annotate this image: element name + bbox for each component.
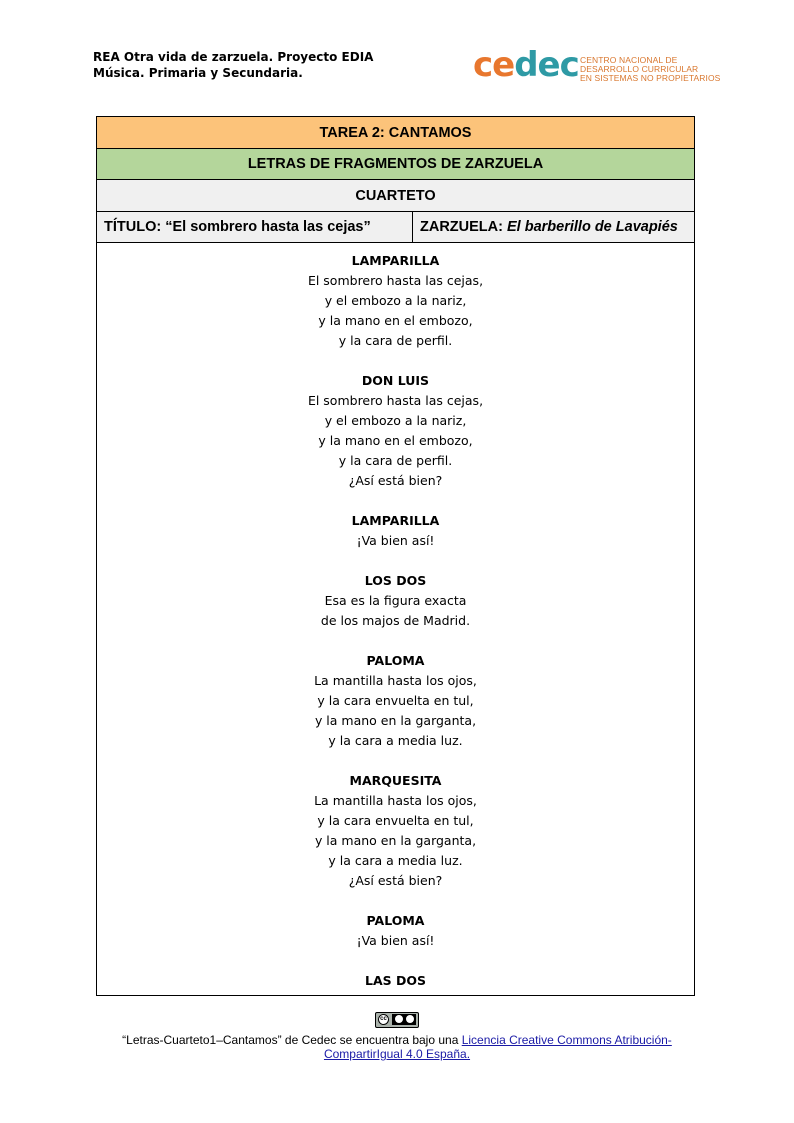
zarzuela-label: ZARZUELA: [420, 219, 503, 235]
lyrics-stanza [97, 911, 694, 951]
lyrics-stanza [97, 371, 694, 491]
title-cell [97, 212, 413, 243]
stanza-line: ¡Va bien así! [356, 533, 435, 548]
stanza-line: La mantilla hasta los ojos, [314, 673, 477, 688]
lyrics-stanza [97, 251, 694, 351]
stanza-speaker: LOS DOS [364, 573, 427, 588]
stanza-line: y la cara de perfil. [338, 333, 453, 348]
license-link-part-1[interactable]: Licencia Creative Commons Atribución- [461, 1033, 672, 1047]
stanza-line: de los majos de Madrid. [320, 613, 471, 628]
header-line-2: Música. Primaria y Secundaria. [93, 66, 303, 80]
zarzuela-cell [413, 212, 694, 243]
section-title-row: LETRAS DE FRAGMENTOS DE ZARZUELA [97, 149, 694, 180]
stanza-speaker: DON LUIS [361, 373, 430, 388]
cedec-logo [473, 45, 721, 89]
stanza-line: y el embozo a la nariz, [324, 413, 467, 428]
lyrics-table [96, 116, 695, 996]
title-label: TÍTULO: [104, 219, 162, 235]
stanza-speaker: PALOMA [366, 913, 425, 928]
title-info-row [97, 212, 694, 243]
document-header [93, 49, 373, 81]
stanza-line: y la mano en la garganta, [314, 713, 477, 728]
cedec-logo-subtitle: CENTRO NACIONAL DE DESARROLLO CURRICULAR EN SISTEMAS NO PROPIETARIOS [580, 55, 721, 83]
stanza-speaker: LAMPARILLA [351, 253, 440, 268]
piece-type-row: CUARTETO [97, 180, 694, 212]
stanza-speaker: LAS DOS [365, 973, 426, 988]
stanza-line: y el embozo a la nariz, [324, 293, 467, 308]
lyrics-body [97, 251, 694, 1011]
lyrics-stanza [97, 651, 694, 751]
license-text: “Letras-Cuarteto1–Cantamos” de Cedec se encuentra bajo una [122, 1033, 462, 1047]
stanza-line: y la mano en el embozo, [318, 433, 473, 448]
zarzuela-value: El barberillo de Lavapiés [507, 219, 678, 235]
lyrics-stanza [97, 571, 694, 631]
stanza-line: y la cara a media luz. [328, 733, 463, 748]
lyrics-stanza [97, 511, 694, 551]
stanza-line: La mantilla hasta los ojos, [314, 793, 477, 808]
license-link-part-2[interactable]: CompartirIgual 4.0 España. [323, 1047, 471, 1061]
stanza-speaker: LAMPARILLA [351, 513, 440, 528]
stanza-line: y la cara a media luz. [328, 853, 463, 868]
stanza-speaker: MARQUESITA [349, 773, 442, 788]
stanza-line: y la cara envuelta en tul, [317, 693, 474, 708]
stanza-line: ¿Así está bien? [348, 473, 443, 488]
stanza-line: y la mano en el embozo, [318, 313, 473, 328]
lyrics-stanza [97, 971, 694, 991]
header-line-1: REA Otra vida de zarzuela. Proyecto EDIA [93, 50, 374, 64]
creative-commons-by-sa-icon: cc [375, 1012, 419, 1028]
lyrics-stanza [97, 771, 694, 891]
stanza-line: ¡Va bien así! [356, 933, 435, 948]
stanza-line: El sombrero hasta las cejas, [307, 393, 484, 408]
stanza-line: Esa es la figura exacta [324, 593, 467, 608]
stanza-line: y la mano en la garganta, [314, 833, 477, 848]
task-title-row: TAREA 2: CANTAMOS [97, 117, 694, 149]
stanza-speaker: PALOMA [366, 653, 425, 668]
stanza-line: ¿Así está bien? [348, 873, 443, 888]
stanza-line: El sombrero hasta las cejas, [307, 273, 484, 288]
stanza-line: y la cara envuelta en tul, [317, 813, 474, 828]
title-value: “El sombrero hasta las cejas” [165, 219, 371, 235]
license-footer [0, 1012, 794, 1061]
cedec-logo-word: cedec [473, 45, 579, 85]
stanza-line: y la cara de perfil. [338, 453, 453, 468]
